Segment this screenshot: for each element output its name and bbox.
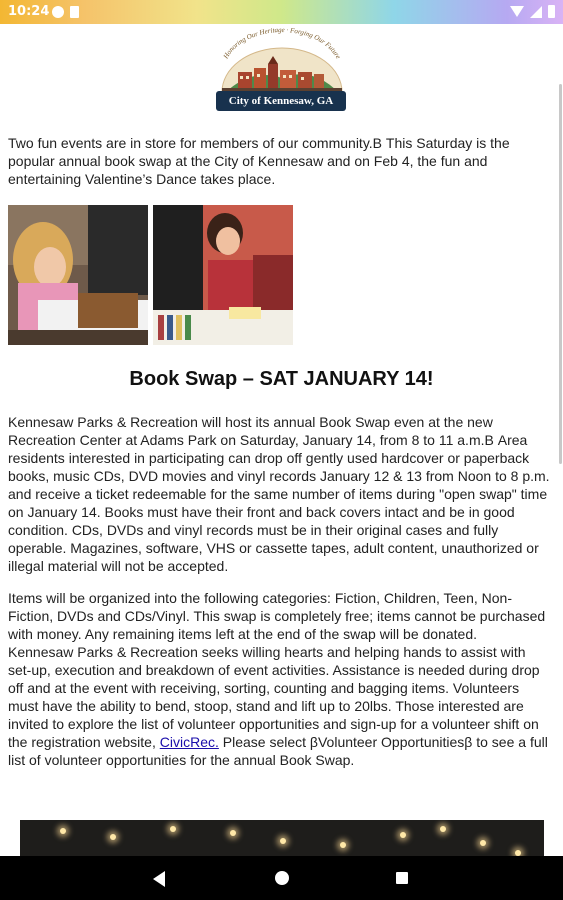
civicrec-link[interactable]: CivicRec. <box>159 734 219 750</box>
status-time: 10:24 <box>8 4 50 19</box>
logo-arc-text: Honoring Our Heritage · Forging Our Future <box>221 28 343 61</box>
email-content[interactable] <box>0 24 563 856</box>
ceiling-light <box>400 832 406 838</box>
home-icon[interactable] <box>275 871 289 885</box>
status-bar <box>0 0 563 24</box>
status-indicators <box>510 5 555 18</box>
navigation-bar <box>0 856 563 900</box>
categories-text: Items will be organized into the following categories: Fiction, Children, Teen, Non-Fiction, DVDs and CDs/Vinyl. This swap is completely free; items cannot be purchased with money. Any remaining items left at the end of the swap will be donated. <box>8 590 546 642</box>
ceiling-light <box>110 834 116 840</box>
notification-icon <box>52 6 64 18</box>
scrollbar-thumb[interactable] <box>559 84 562 464</box>
city-logo <box>212 28 352 116</box>
intro-paragraph: Two fun events are in store for members of our community.В This Saturday is the popular annual book swap at the City of Kennesaw and on Feb 4, the fun and entertaining Valentine’s Dance takes place. <box>8 135 510 187</box>
photo-book-shoppers[interactable] <box>153 205 293 345</box>
photo-girl-reading[interactable] <box>8 205 148 345</box>
sd-card-icon <box>70 6 79 18</box>
recent-apps-icon[interactable] <box>396 872 408 884</box>
ceiling-light <box>230 830 236 836</box>
book-swap-categories <box>8 589 552 769</box>
volunteer-text-end: Please select βVolunteer Opportunitiesβ to see a full list of volunteer opportunities for the annual Book Swap. <box>8 734 548 768</box>
ceiling-light <box>60 828 66 834</box>
volunteer-text: Kennesaw Parks & Recreation seeks willing hearts and helping hands to assist with set-up, execution and breakdown of event activities. Assistance is needed during drop off and at the event with receiving, sorting, counting and bagging items. Volunteers must have the ability to bend, stoop, stand and lift up to 20lbs. Those interested are invited to explore the list of volunteer opportunities and sign-up for a volunteer shift on the registration website, <box>8 644 540 750</box>
book-swap-details: Kennesaw Parks & Recreation will host its annual Book Swap even at the new Recreation Center at Adams Park on Saturday, January 14, from 8 to 11 a.m.В Area residents interested in participating can drop off gently used hardcover or paperback books, music CDs, DVD movies and vinyl records January 12 & 13 from Noon to 8 p.m. and receive a ticket redeemable for the same number of items during "open swap" time on January 14. Books must have their front and back covers intact and be in good condition. CDs, DVDs and vinyl records must be in their original cases and fully operable. Magazines, software, VHS or cassette tapes, adult content, unauthorized or illegal material will not be accepted. <box>8 414 550 574</box>
signal-icon <box>530 6 542 18</box>
ceiling-light <box>340 842 346 848</box>
ceiling-light <box>170 826 176 832</box>
battery-icon <box>548 5 555 18</box>
wifi-icon <box>510 6 524 17</box>
book-swap-headline: Book Swap – SAT JANUARY 14! <box>129 368 434 390</box>
ceiling-light <box>480 840 486 846</box>
ceiling-light <box>280 838 286 844</box>
ceiling-light <box>440 826 446 832</box>
back-icon[interactable] <box>153 871 165 887</box>
logo-banner: City of Kennesaw, GA <box>216 91 346 111</box>
logo-illustration <box>212 28 352 94</box>
photo-event-hall[interactable] <box>20 820 544 856</box>
